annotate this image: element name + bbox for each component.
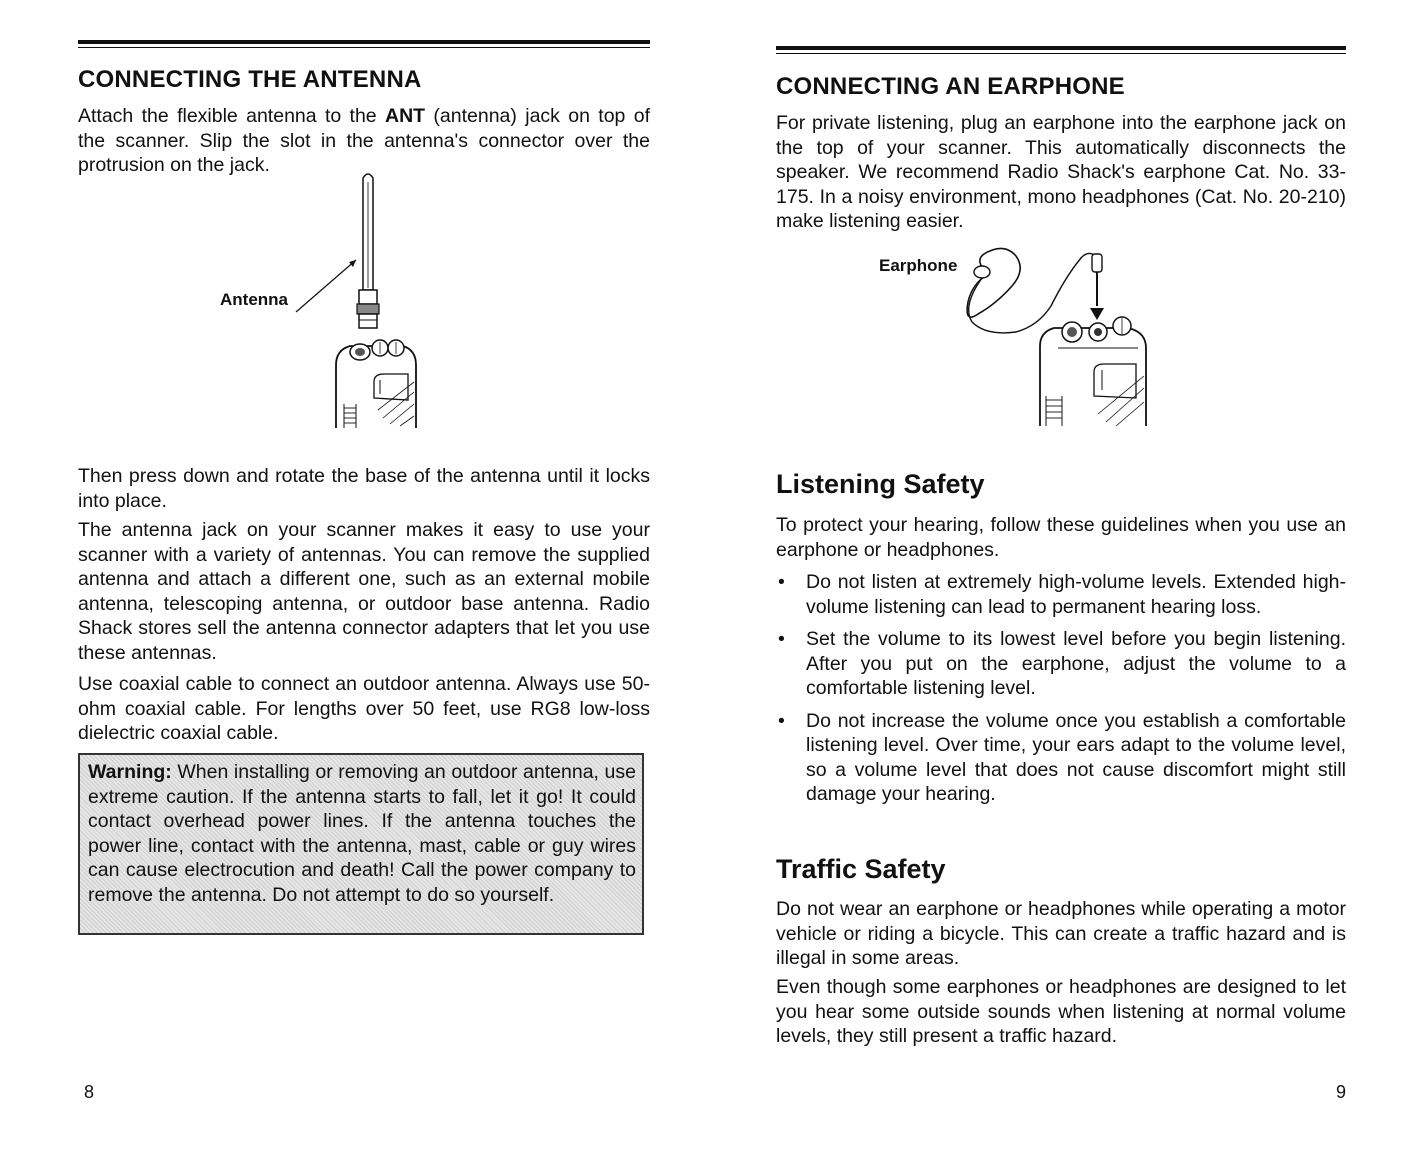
page-number-right: 9 [1335, 1082, 1346, 1102]
left-page [78, 0, 650, 1153]
antenna-illustration [78, 160, 650, 440]
traffic-safety-heading: Traffic Safety [776, 854, 946, 884]
list-item: • Set the volume to its lowest level before you begin listening. After you put on the earphone, adjust the volume to a comfortable listening level. [778, 628, 1346, 699]
listening-safety-heading: Listening Safety [776, 469, 985, 499]
rotate-paragraph: Then press down and rotate the base of the antenna until it locks into place. [78, 465, 650, 512]
warning-text: When installing or removing an outdoor antenna, use extreme caution. If the antenna starts to fall, let it go! It could contact overhead power lines. If the antenna touches the power line, contact with the antenna, mast, cable or guy wires can cause electrocution and death! Call the power company to remove the antenna. Do not attempt to do so yourself. [88, 761, 636, 906]
traffic-paragraph-2: Even though some earphones or headphones are designed to let you hear some outside sounds when listening at normal volume levels, they still present a traffic hazard. [776, 976, 1346, 1047]
right-page [776, 0, 1346, 1153]
page-number-left: 8 [84, 1082, 95, 1102]
top-rule [776, 46, 1346, 50]
earphone-heading: CONNECTING AN EARPHONE [776, 73, 1125, 100]
top-rule [78, 40, 650, 44]
earphone-label: Earphone [879, 256, 958, 275]
earphone-intro: For private listening, plug an earphone into the earphone jack on the top of your scanner. This automatically disconnects the speaker. We recommend Radio Shack's earphone Cat. No. 33-175. In a noisy environment, mono headphones (Cat. No. 20-210) make listening easier. [776, 112, 1346, 232]
warning-box [78, 753, 644, 935]
earphone-illustration [776, 236, 1346, 436]
antenna-label: Antenna [220, 290, 288, 309]
traffic-paragraph-1: Do not wear an earphone or headphones while operating a motor vehicle or riding a bicycle. This can create a traffic hazard and is illegal in some areas. [776, 898, 1346, 969]
antenna-jack-paragraph: The antenna jack on your scanner makes it easy to use your scanner with a variety of antennas. You can remove the supplied antenna and attach a different one, such as an external mobile antenna, telescoping antenna, or outdoor base antenna. Radio Shack stores sell the antenna connector adapters that let you use these antennas. [78, 519, 650, 664]
list-item: • Do not increase the volume once you establish a comfortable listening level. Over time, your ears adapt to the volume level, so a volume level that does not cause discomfort might still damage your hearing. [778, 709, 1346, 805]
antenna-intro: Attach the flexible antenna to the ANT (antenna) jack on top of the scanner. Slip the slot in the antenna's connector over the protrusion on the jack. [78, 105, 650, 176]
listening-intro: To protect your hearing, follow these guidelines when you use an earphone or headphones. [776, 514, 1346, 561]
listening-guidelines [776, 570, 1346, 815]
antenna-heading: CONNECTING THE ANTENNA [78, 66, 422, 93]
list-item: • Do not listen at extremely high-volume levels. Extended high-volume listening can lead to permanent hearing loss. [778, 571, 1346, 618]
coaxial-paragraph: Use coaxial cable to connect an outdoor antenna. Always use 50-ohm coaxial cable. For lengths over 50 feet, use RG8 low-loss dielectric coaxial cable. [78, 673, 650, 744]
warning-label: Warning: [88, 761, 172, 783]
